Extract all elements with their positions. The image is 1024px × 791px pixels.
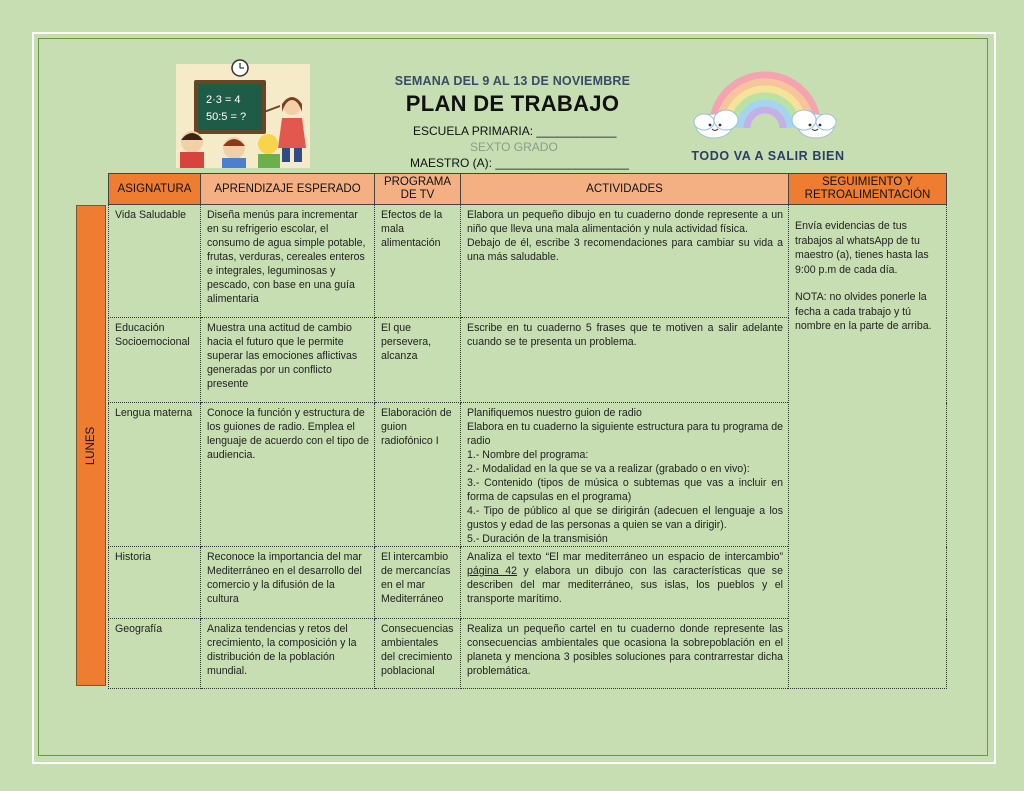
program-cell: Elaboración de guion radiofónico I — [375, 403, 461, 547]
header-actividades: ACTIVIDADES — [461, 174, 789, 205]
learning-cell: Muestra una actitud de cambio hacia el futuro que le permite superar las emociones aflictivas generadas por un conflicto presente — [201, 318, 375, 403]
activity-text: Analiza el texto “El mar mediterráneo un espacio de intercambio” — [467, 551, 783, 563]
subject-cell: Educación Socioemocional — [109, 318, 201, 403]
day-column — [76, 205, 106, 686]
seguimiento-paragraph-1: Envía evidencias de tus trabajos al whatsApp de tu maestro (a), tienes hasta las 9:00 p.m de cada día. — [795, 220, 929, 276]
teacher-field: MAESTRO (A): ____________________ — [410, 156, 629, 170]
header-programa: PROGRAMA DE TV — [375, 174, 461, 205]
activity-line: Elabora un pequeño dibujo en tu cuaderno donde represente a un niño que lleva una mala alimentación y nula actividad física. — [467, 209, 783, 235]
header-asignatura: ASIGNATURA — [109, 174, 201, 205]
header-seguimiento: SEGUIMIENTO Y RETROALIMENTACIÓN — [789, 174, 947, 205]
activity-line: 3.- Contenido (tipos de música o subtemas que vas a incluir en forma de capsulas en el programa) — [467, 477, 783, 503]
teacher-classroom-illustration — [176, 56, 310, 168]
activity-line: 4.- Tipo de público al que se dirigirán (adecuen el lenguaje a los gustos y edad de las personas a quien se van a dirigir). — [467, 505, 783, 531]
page-link[interactable]: página 42 — [467, 565, 517, 577]
activity-cell — [461, 205, 789, 318]
activity-cell — [461, 318, 789, 403]
subject-cell: Historia — [109, 547, 201, 619]
week-label: SEMANA DEL 9 AL 13 DE NOVIEMBRE — [394, 74, 631, 88]
table-row — [109, 205, 947, 318]
plan-table — [108, 173, 947, 689]
board-line-2: 50:5 = ? — [206, 111, 247, 123]
motto-text: TODO VA A SALIR BIEN — [691, 149, 845, 163]
activity-cell — [461, 547, 789, 619]
page-title: PLAN DE TRABAJO — [405, 91, 620, 116]
right-cloud-icon — [792, 110, 836, 138]
learning-cell: Conoce la función y estructura de los guiones de radio. Emplea el lenguaje de acuerdo con el tipo de audiencia. — [201, 403, 375, 547]
header-aprendizaje: APRENDIZAJE ESPERADO — [201, 174, 375, 205]
learning-cell: Diseña menús para incrementar en su refrigerio escolar, el consumo de agua simple potable, frutas, verduras, cereales enteros e integrales, leguminosas y pescado, con base en una guía alimentaria — [201, 205, 375, 318]
left-cloud-icon — [694, 110, 738, 138]
activity-cell — [461, 403, 789, 547]
activity-cell — [461, 619, 789, 689]
subject-cell: Vida Saludable — [109, 205, 201, 318]
activity-line: Debajo de él, escribe 3 recomendaciones para cambiar su vida a una más saludable. — [467, 237, 783, 263]
school-field: ESCUELA PRIMARIA: ____________ — [413, 124, 617, 138]
seguimiento-cell — [789, 205, 947, 689]
rainbow-illustration — [690, 62, 840, 144]
program-cell: El que persevera, alcanza — [375, 318, 461, 403]
activity-line: 1.- Nombre del programa: — [467, 449, 589, 461]
activity-line: Planifiquemos nuestro guion de radio — [467, 407, 642, 419]
activity-line: 2.- Modalidad en la que se va a realizar (grabado o en vivo): — [467, 463, 750, 475]
subject-cell: Lengua materna — [109, 403, 201, 547]
day-label: LUNES — [85, 426, 97, 465]
seguimiento-paragraph-2: NOTA: no olvides ponerle la fecha a cada trabajo y tú nombre en la parte de arriba. — [795, 291, 932, 332]
board-line-1: 2·3 = 4 — [206, 94, 241, 106]
table-header-row — [109, 174, 947, 205]
program-cell: Efectos de la mala alimentación — [375, 205, 461, 318]
program-cell: Consecuencias ambientales del crecimiento poblacional — [375, 619, 461, 689]
activity-text: y elabora un dibujo con las características que se describen del mar mediterráneo, sus islas, los pueblos y el transporte marítimo. — [467, 565, 783, 605]
program-cell: El intercambio de mercancías en el mar Mediterráneo — [375, 547, 461, 619]
activity-line: Realiza un pequeño cartel en tu cuaderno donde represente las consecuencias ambientales que ocasiona la sobrepoblación en el planeta y menciona 3 posibles soluciones para contrarrestar dicha problemática. — [467, 623, 783, 677]
activity-line: 5.- Duración de la transmisión — [467, 533, 608, 545]
subject-cell: Geografía — [109, 619, 201, 689]
activity-line: Escribe en tu cuaderno 5 frases que te motiven a salir adelante cuando se te presenta un problema. — [467, 322, 783, 348]
grade-label: SEXTO GRADO — [470, 140, 558, 154]
activity-line: Elabora en tu cuaderno la siguiente estructura para tu programa de radio — [467, 421, 783, 447]
learning-cell: Analiza tendencias y retos del crecimiento, la composición y la distribución de la población mundial. — [201, 619, 375, 689]
learning-cell: Reconoce la importancia del mar Mediterráneo en el desarrollo del comercio y la difusión de la cultura — [201, 547, 375, 619]
